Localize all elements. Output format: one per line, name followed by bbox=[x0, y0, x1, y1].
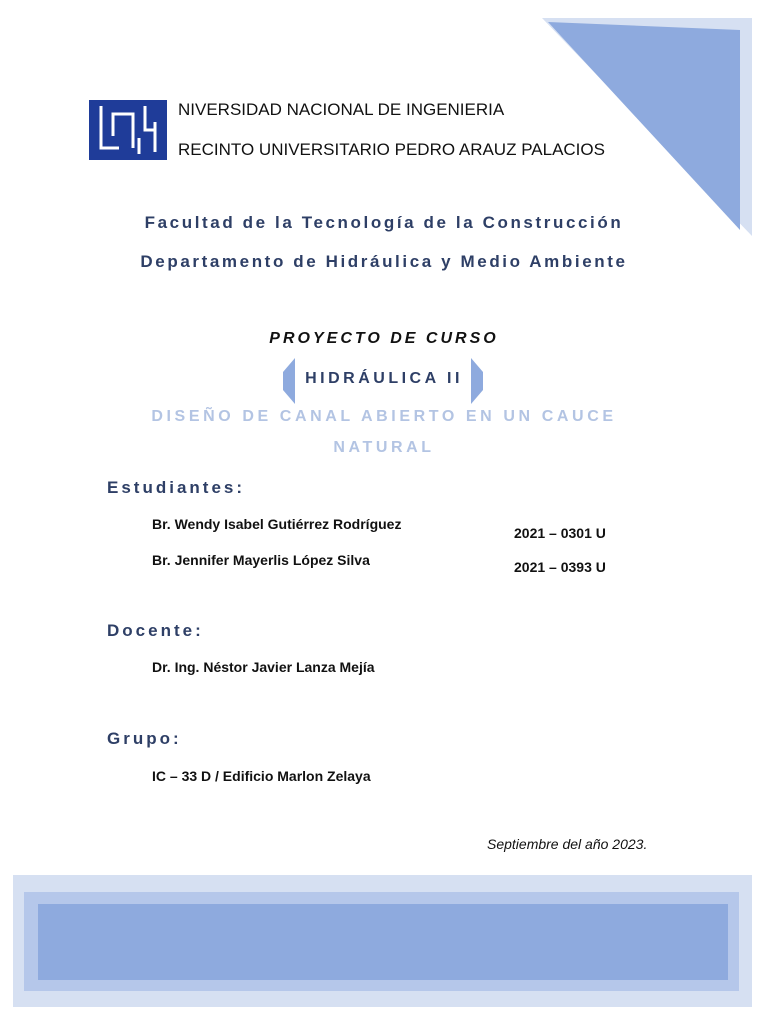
campus-name: RECINTO UNIVERSITARIO PEDRO ARAUZ PALACIOS bbox=[178, 140, 605, 159]
university-logo-icon bbox=[89, 100, 167, 160]
footer-band-inner bbox=[38, 904, 728, 980]
project-title-line1: DISEÑO DE CANAL ABIERTO EN UN CAUCE bbox=[151, 408, 617, 425]
course-name: HIDRÁULICA II bbox=[305, 370, 463, 387]
student-id: 2021 – 0301 U bbox=[514, 525, 606, 541]
student-name: Br. Jennifer Mayerlis López Silva bbox=[152, 552, 370, 568]
student-name: Br. Wendy Isabel Gutiérrez Rodríguez bbox=[152, 516, 402, 532]
teacher-heading: Docente: bbox=[107, 621, 204, 640]
student-id: 2021 – 0393 U bbox=[514, 559, 606, 575]
faculty-name: Facultad de la Tecnología de la Construcción bbox=[144, 213, 624, 232]
corner-triangle-decoration bbox=[540, 16, 754, 238]
group-value: IC – 33 D / Edificio Marlon Zelaya bbox=[152, 768, 371, 784]
teacher-name: Dr. Ing. Néstor Javier Lanza Mejía bbox=[152, 659, 375, 675]
project-type-label: PROYECTO DE CURSO bbox=[269, 330, 499, 347]
project-title-line2: NATURAL bbox=[333, 439, 435, 456]
students-heading: Estudiantes: bbox=[107, 478, 246, 497]
group-heading: Grupo: bbox=[107, 729, 182, 748]
right-bracket-decoration bbox=[471, 358, 485, 404]
university-name: NIVERSIDAD NACIONAL DE INGENIERIA bbox=[178, 100, 505, 119]
document-date: Septiembre del año 2023. bbox=[487, 836, 648, 852]
department-name: Departamento de Hidráulica y Medio Ambiente bbox=[140, 252, 628, 271]
